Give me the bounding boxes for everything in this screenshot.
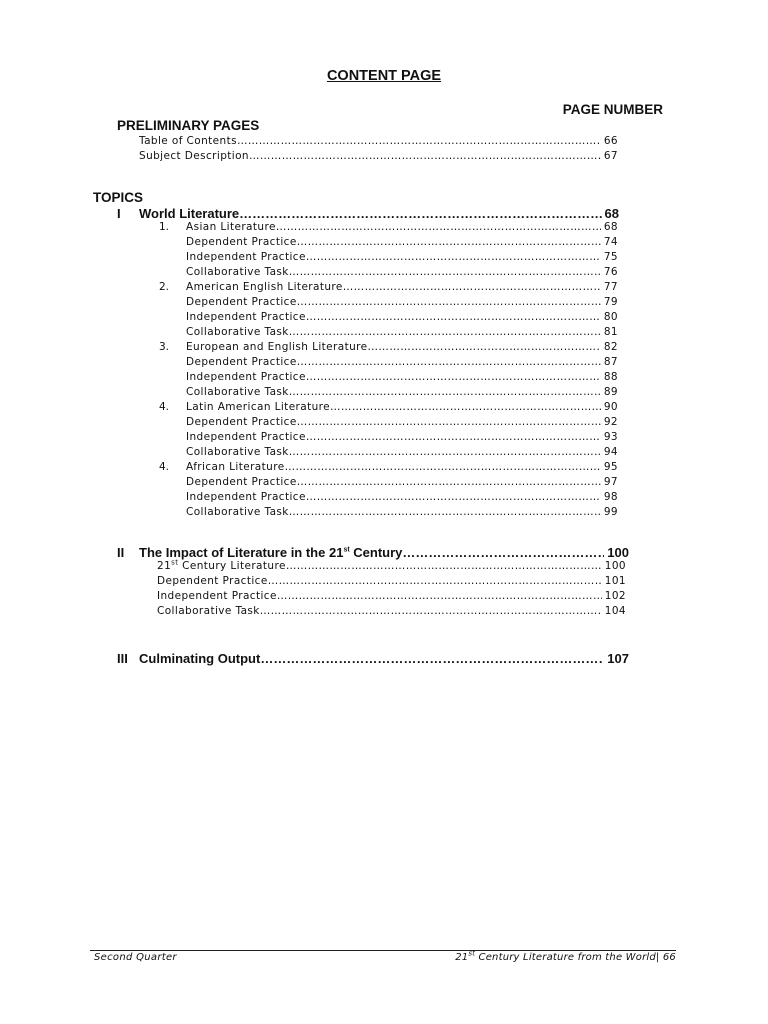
toc-leader (297, 296, 601, 308)
toc-label: Collaborative Task (186, 386, 289, 398)
toc-leader (306, 251, 601, 263)
toc-entry[interactable] (186, 446, 618, 458)
toc-label: The Impact of Literature in the 21st Century (139, 545, 403, 560)
toc-entry[interactable] (186, 266, 618, 278)
toc-label: Dependent Practice (186, 416, 297, 428)
toc-label: Dependent Practice (186, 476, 297, 488)
toc-label: Subject Description (139, 150, 249, 162)
toc-leader (368, 341, 601, 353)
toc-entry[interactable] (186, 341, 618, 353)
toc-entry[interactable] (186, 461, 618, 473)
toc-leader (285, 461, 601, 473)
entry-number: 2. (159, 281, 170, 293)
toc-page: 76 (603, 266, 618, 278)
toc-label: Independent Practice (157, 590, 277, 602)
toc-page: 99 (603, 506, 618, 518)
toc-page: 101 (604, 575, 626, 587)
toc-page: 75 (603, 251, 618, 263)
toc-page: 97 (603, 476, 618, 488)
toc-label: Independent Practice (186, 431, 306, 443)
toc-leader (289, 266, 601, 278)
toc-label: Dependent Practice (186, 356, 297, 368)
part-numeral: III (117, 651, 128, 666)
entry-number: 4. (159, 401, 170, 413)
toc-page: 66 (603, 135, 618, 147)
toc-entry[interactable] (186, 416, 618, 428)
toc-leader (343, 281, 601, 293)
toc-page: 89 (603, 386, 618, 398)
toc-page: 68 (604, 206, 619, 221)
toc-leader (239, 206, 601, 221)
toc-leader (268, 575, 602, 587)
toc-leader (297, 476, 601, 488)
toc-label: Dependent Practice (186, 296, 297, 308)
toc-leader (289, 506, 601, 518)
toc-label: Collaborative Task (186, 266, 289, 278)
toc-label: World Literature (139, 206, 240, 221)
toc-label: 21st Century Literature (157, 558, 286, 572)
toc-page: 74 (603, 236, 618, 248)
toc-entry[interactable] (186, 236, 618, 248)
toc-entry[interactable] (186, 506, 618, 518)
toc-leader (306, 371, 601, 383)
toc-label: Collaborative Task (186, 326, 289, 338)
toc-page: 98 (603, 491, 618, 503)
toc-page: 100 (604, 560, 626, 572)
toc-leader (297, 356, 601, 368)
toc-entry[interactable] (186, 371, 618, 383)
toc-label: African Literature (186, 461, 285, 473)
toc-label: Asian Literature (186, 221, 276, 233)
toc-page: 92 (603, 416, 618, 428)
toc-entry[interactable] (186, 431, 618, 443)
toc-label: Table of Contents (139, 135, 237, 147)
toc-entry-major[interactable] (139, 651, 629, 666)
toc-leader (237, 135, 601, 147)
preliminary-heading: PRELIMINARY PAGES (117, 118, 260, 133)
toc-page: 93 (603, 431, 618, 443)
toc-page: 87 (603, 356, 618, 368)
toc-page: 104 (604, 605, 626, 617)
toc-entry[interactable] (186, 356, 618, 368)
entry-number: 3. (159, 341, 170, 353)
toc-entry[interactable] (139, 150, 618, 162)
toc-page: 88 (603, 371, 618, 383)
toc-entry-major[interactable] (139, 545, 629, 560)
footer-divider (90, 950, 676, 951)
toc-entry[interactable] (186, 281, 618, 293)
toc-page: 79 (603, 296, 618, 308)
toc-page: 107 (607, 651, 629, 666)
toc-label: Latin American Literature (186, 401, 331, 413)
toc-leader (289, 446, 601, 458)
toc-label: Independent Practice (186, 311, 306, 323)
toc-page: 94 (603, 446, 618, 458)
toc-label: American English Literature (186, 281, 343, 293)
toc-entry[interactable] (157, 575, 626, 587)
toc-label: Dependent Practice (186, 236, 297, 248)
toc-entry[interactable] (157, 560, 626, 572)
toc-entry[interactable] (186, 221, 618, 233)
toc-entry[interactable] (186, 401, 618, 413)
toc-leader (306, 311, 601, 323)
toc-entry[interactable] (157, 590, 626, 602)
footer-left: Second Quarter (94, 952, 177, 963)
toc-leader (276, 221, 601, 233)
toc-leader (277, 590, 602, 602)
toc-label: Dependent Practice (157, 575, 268, 587)
page-title: CONTENT PAGE (326, 68, 442, 84)
toc-label: European and English Literature (186, 341, 368, 353)
toc-page: 68 (603, 221, 618, 233)
toc-leader (286, 560, 602, 572)
toc-page: 67 (603, 150, 618, 162)
toc-label: Collaborative Task (186, 506, 289, 518)
toc-label: Independent Practice (186, 251, 306, 263)
toc-leader (260, 651, 604, 666)
toc-entry[interactable] (157, 605, 626, 617)
toc-entry[interactable] (186, 296, 618, 308)
toc-label: Collaborative Task (157, 605, 260, 617)
toc-leader (330, 401, 601, 413)
toc-entry[interactable] (186, 251, 618, 263)
toc-label: Independent Practice (186, 491, 306, 503)
toc-label: Independent Practice (186, 371, 306, 383)
toc-leader (306, 431, 601, 443)
footer-right: 21st Century Literature from the World| 66 (455, 949, 676, 963)
toc-page: 77 (603, 281, 618, 293)
toc-page: 100 (607, 545, 629, 560)
part-numeral: I (117, 206, 121, 221)
toc-leader (289, 386, 601, 398)
toc-entry[interactable] (186, 491, 618, 503)
toc-entry[interactable] (186, 326, 618, 338)
toc-entry-major[interactable] (139, 206, 619, 221)
toc-label: Collaborative Task (186, 446, 289, 458)
toc-entry[interactable] (186, 476, 618, 488)
toc-leader (306, 491, 601, 503)
toc-page: 82 (603, 341, 618, 353)
toc-leader (402, 545, 604, 560)
toc-page: 81 (603, 326, 618, 338)
toc-leader (297, 416, 601, 428)
topics-heading: TOPICS (93, 190, 144, 205)
entry-number: 1. (159, 221, 170, 233)
toc-page: 95 (603, 461, 618, 473)
toc-leader (249, 150, 601, 162)
toc-label: Culminating Output (139, 651, 261, 666)
toc-page: 80 (603, 311, 618, 323)
toc-page: 90 (603, 401, 618, 413)
page-number-header: PAGE NUMBER (562, 102, 663, 117)
toc-page: 102 (604, 590, 626, 602)
toc-entry[interactable] (186, 311, 618, 323)
toc-leader (289, 326, 601, 338)
part-numeral: II (117, 545, 125, 560)
toc-entry[interactable] (139, 135, 618, 147)
toc-entry[interactable] (186, 386, 618, 398)
entry-number: 4. (159, 461, 170, 473)
toc-leader (297, 236, 601, 248)
toc-leader (260, 605, 602, 617)
